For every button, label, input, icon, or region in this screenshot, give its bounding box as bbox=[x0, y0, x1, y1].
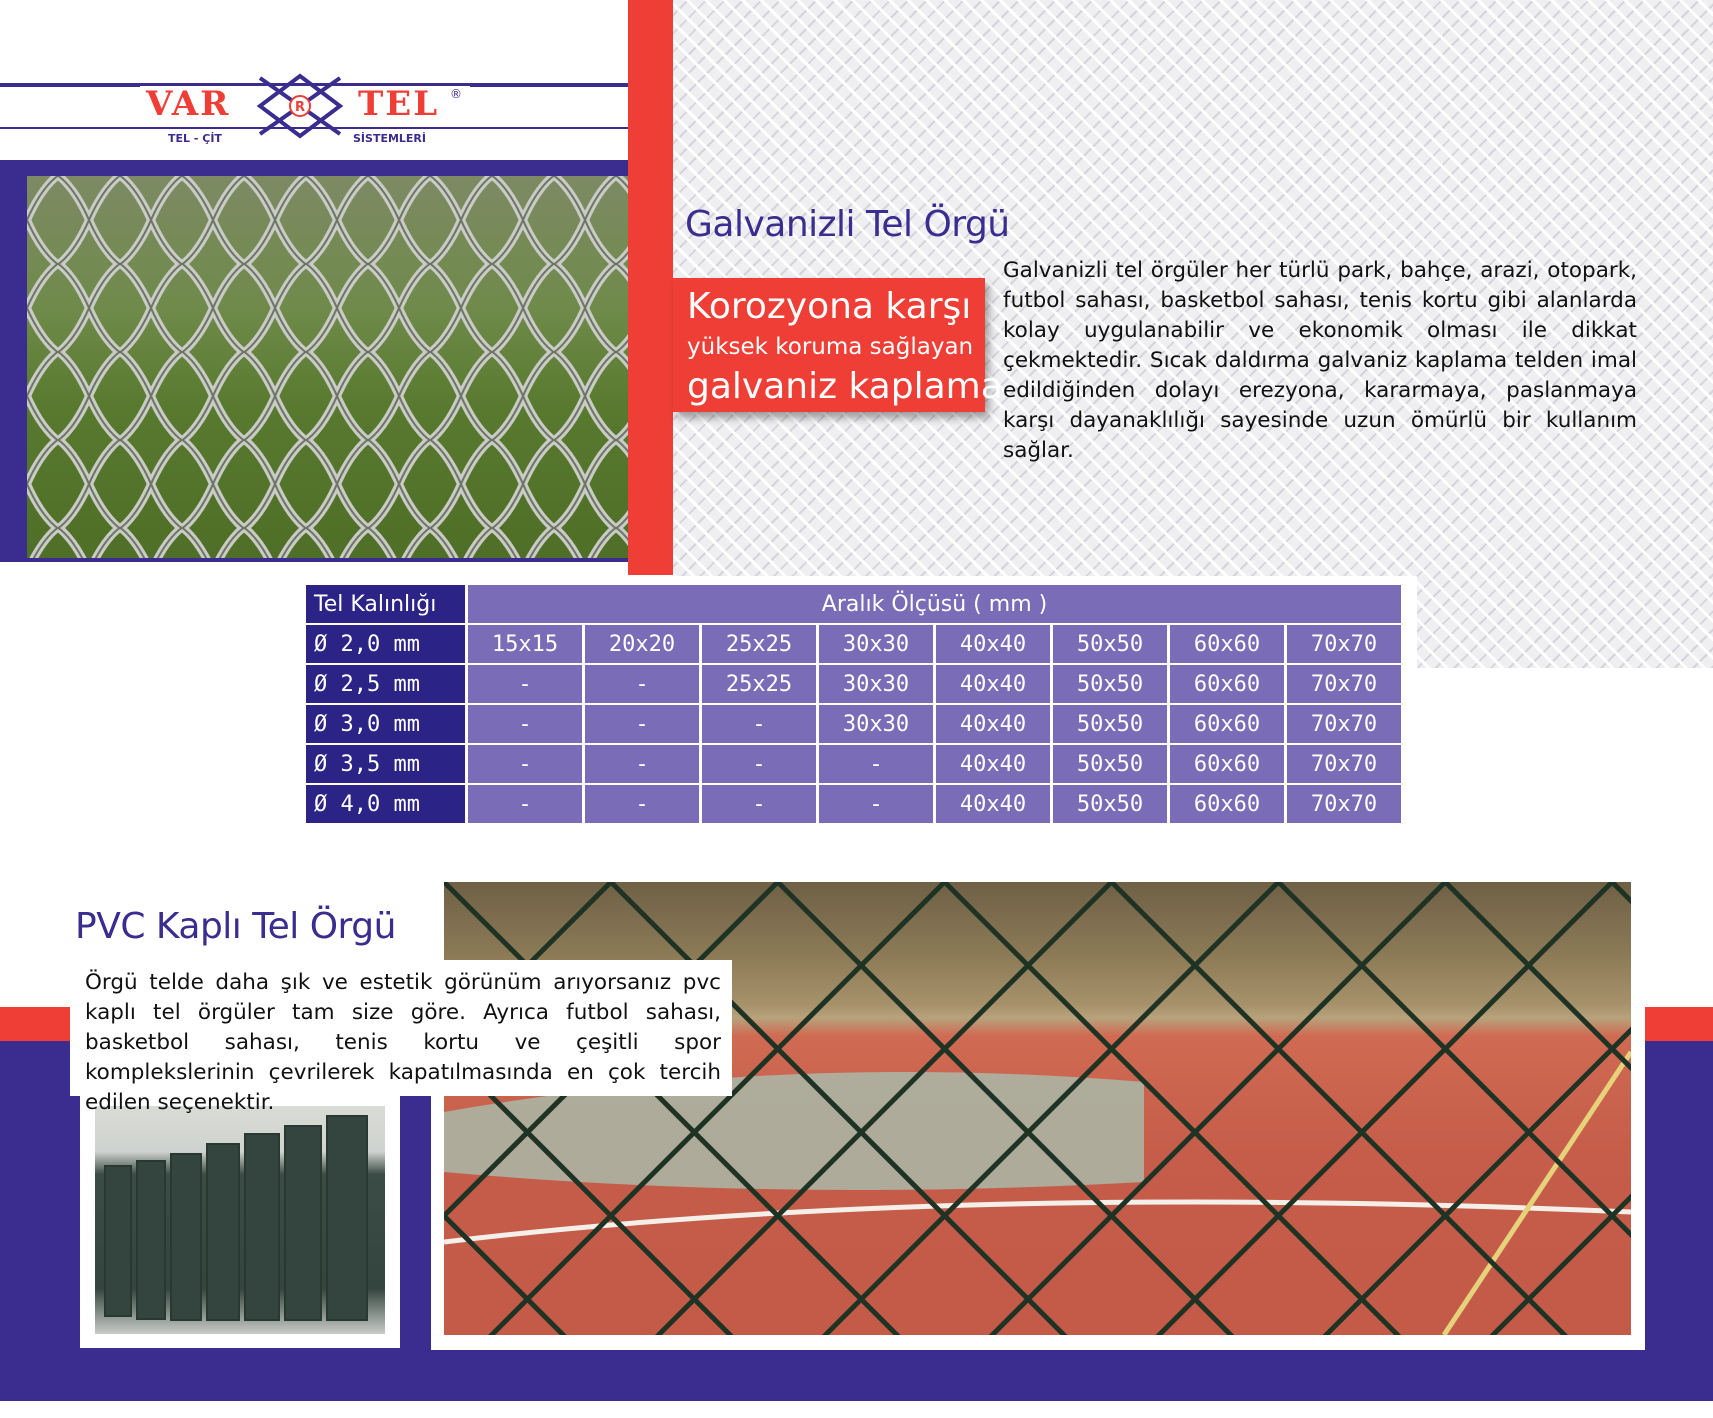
table-cell: 60x60 bbox=[1170, 745, 1284, 783]
callout-line-1: Korozyona karşı bbox=[687, 286, 972, 327]
table-cell: - bbox=[702, 745, 816, 783]
corrosion-callout bbox=[673, 278, 1003, 412]
table-cell: 60x60 bbox=[1170, 625, 1284, 663]
row-label: Ø 2,5 mm bbox=[306, 665, 465, 703]
table-cell: - bbox=[819, 785, 933, 823]
table-cell: 40x40 bbox=[936, 745, 1050, 783]
spec-table bbox=[303, 583, 1404, 825]
table-cell: 50x50 bbox=[1053, 785, 1167, 823]
logo-left-word: VAR bbox=[146, 84, 231, 124]
table-row bbox=[306, 745, 1401, 783]
logo-right-word: TEL bbox=[358, 84, 440, 124]
logo-tagline-left: TEL - ÇİT bbox=[168, 132, 222, 145]
table-cell: - bbox=[819, 745, 933, 783]
registered-mark: ® bbox=[450, 87, 462, 101]
table-cell: - bbox=[468, 705, 582, 743]
table-cell: - bbox=[585, 745, 699, 783]
row-label: Ø 2,0 mm bbox=[306, 625, 465, 663]
divider bbox=[0, 1401, 1713, 1418]
table-cell: - bbox=[468, 785, 582, 823]
table-cell: - bbox=[702, 785, 816, 823]
callout-line-2: yüksek koruma sağlayan bbox=[687, 334, 974, 360]
table-cell: 70x70 bbox=[1287, 745, 1401, 783]
table-cell: 50x50 bbox=[1053, 625, 1167, 663]
logo-tagline-right: SİSTEMLERİ bbox=[353, 132, 426, 145]
galvanized-title: Galvanizli Tel Örgü bbox=[685, 204, 1010, 245]
pvc-title: PVC Kaplı Tel Örgü bbox=[75, 906, 396, 947]
table-cell: - bbox=[585, 705, 699, 743]
pvc-description: Örgü telde daha şık ve estetik görünüm arıyorsanız pvc kaplı tel örgüler tam size göre. Ayrıca futbol sahası, basketbol sahası, tenis kortu ve çeşitli spor komplekslerinin çevrilerek kapatılmasında en çok tercih edilen seçenektir. bbox=[85, 970, 721, 1115]
table-cell: 70x70 bbox=[1287, 665, 1401, 703]
table-cell: 50x50 bbox=[1053, 705, 1167, 743]
table-cell: 25x25 bbox=[702, 665, 816, 703]
table-cell: 30x30 bbox=[819, 625, 933, 663]
divider bbox=[0, 562, 628, 575]
table-cell: 40x40 bbox=[936, 785, 1050, 823]
header-spacing: Aralık Ölçüsü ( mm ) bbox=[468, 585, 1401, 623]
table-cell: 25x25 bbox=[702, 625, 816, 663]
table-row bbox=[306, 785, 1401, 823]
table-cell: 70x70 bbox=[1287, 785, 1401, 823]
callout-line-3: galvaniz kaplama bbox=[687, 366, 1003, 407]
red-accent-strip bbox=[0, 1007, 70, 1041]
table-cell: 30x30 bbox=[819, 705, 933, 743]
table-cell: 40x40 bbox=[936, 625, 1050, 663]
galvanized-description: Galvanizli tel örgüler her türlü park, bahçe, arazi, otopark, futbol sahası, basketbol sahası, tenis kortu gibi alanlarda kolay uygulanabilir ve ekonomik olması ile dikkat çekmektedir. Sıcak daldırma galvaniz kaplama telden imal edildiğinden dolayı erezyona, kararmaya, paslanmaya karşı dayanaklılığı sayesinde uzun ömürlü bir kullanım sağlar. bbox=[1003, 258, 1637, 463]
galvanized-fence-photo bbox=[27, 176, 628, 558]
table-row bbox=[306, 625, 1401, 663]
table-cell: 40x40 bbox=[936, 665, 1050, 703]
table-cell: - bbox=[585, 665, 699, 703]
table-cell: 60x60 bbox=[1170, 665, 1284, 703]
table-cell: 50x50 bbox=[1053, 745, 1167, 783]
vartel-logo bbox=[140, 72, 470, 150]
table-cell: 30x30 bbox=[819, 665, 933, 703]
table-cell: - bbox=[585, 785, 699, 823]
pvc-wire-rolls-photo bbox=[95, 1106, 385, 1334]
table-cell: - bbox=[468, 665, 582, 703]
table-cell: 15x15 bbox=[468, 625, 582, 663]
table-cell: 20x20 bbox=[585, 625, 699, 663]
red-accent-band bbox=[628, 0, 673, 575]
table-cell: 40x40 bbox=[936, 705, 1050, 743]
table-row bbox=[306, 705, 1401, 743]
table-cell: 70x70 bbox=[1287, 705, 1401, 743]
header-thickness: Tel Kalınlığı bbox=[306, 585, 465, 623]
svg-text:R: R bbox=[295, 100, 306, 115]
table-cell: 50x50 bbox=[1053, 665, 1167, 703]
table-row bbox=[306, 665, 1401, 703]
row-label: Ø 4,0 mm bbox=[306, 785, 465, 823]
table-cell: 60x60 bbox=[1170, 705, 1284, 743]
row-label: Ø 3,5 mm bbox=[306, 745, 465, 783]
table-cell: - bbox=[468, 745, 582, 783]
row-label: Ø 3,0 mm bbox=[306, 705, 465, 743]
table-cell: - bbox=[702, 705, 816, 743]
table-header-row bbox=[306, 585, 1401, 623]
table-cell: 70x70 bbox=[1287, 625, 1401, 663]
table-cell: 60x60 bbox=[1170, 785, 1284, 823]
red-accent-strip bbox=[1645, 1007, 1713, 1041]
